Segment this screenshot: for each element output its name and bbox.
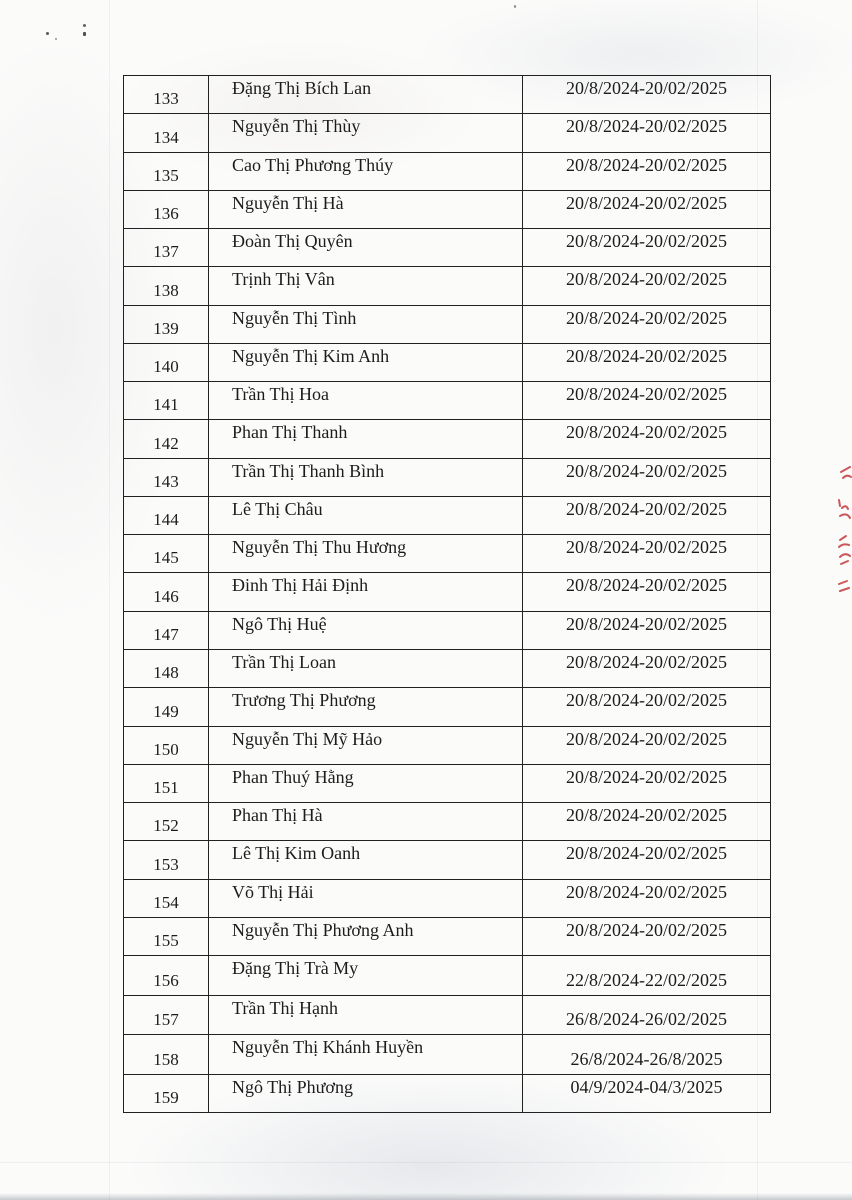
row-number-cell: 154 <box>124 879 209 917</box>
row-number-cell: 145 <box>124 535 209 573</box>
period-cell: 20/8/2024-20/02/2025 <box>523 152 771 190</box>
red-pen-marks <box>832 464 852 599</box>
row-number-cell: 141 <box>124 382 209 420</box>
period-cell: 20/8/2024-20/02/2025 <box>523 573 771 611</box>
table-row <box>124 573 771 611</box>
table-row <box>124 190 771 228</box>
table-row <box>124 1035 771 1075</box>
ink-speck <box>83 32 86 36</box>
name-cell: Nguyễn Thị Mỹ Hảo <box>209 726 523 764</box>
table-row <box>124 152 771 190</box>
period-cell: 20/8/2024-20/02/2025 <box>523 76 771 114</box>
paper-fold-line <box>109 0 110 1200</box>
row-number-cell: 156 <box>124 956 209 996</box>
period-cell: 22/8/2024-22/02/2025 <box>523 956 771 996</box>
row-number-cell: 143 <box>124 458 209 496</box>
row-number-cell: 157 <box>124 995 209 1035</box>
table-row <box>124 917 771 955</box>
row-number-cell: 137 <box>124 229 209 267</box>
period-cell: 20/8/2024-20/02/2025 <box>523 267 771 305</box>
row-number-cell: 138 <box>124 267 209 305</box>
row-number-cell: 136 <box>124 190 209 228</box>
name-cell: Đặng Thị Bích Lan <box>209 76 523 114</box>
period-cell: 20/8/2024-20/02/2025 <box>523 879 771 917</box>
name-cell: Phan Thuý Hằng <box>209 764 523 802</box>
table-row <box>124 879 771 917</box>
table-row <box>124 688 771 726</box>
period-cell: 20/8/2024-20/02/2025 <box>523 458 771 496</box>
row-number-cell: 148 <box>124 649 209 687</box>
name-cell: Lê Thị Kim Oanh <box>209 841 523 879</box>
row-number-cell: 142 <box>124 420 209 458</box>
row-number-cell: 152 <box>124 803 209 841</box>
row-number-cell: 147 <box>124 611 209 649</box>
table-row <box>124 496 771 534</box>
table-row <box>124 764 771 802</box>
period-cell: 20/8/2024-20/02/2025 <box>523 343 771 381</box>
period-cell: 20/8/2024-20/02/2025 <box>523 726 771 764</box>
table-row <box>124 420 771 458</box>
period-cell: 20/8/2024-20/02/2025 <box>523 114 771 152</box>
name-cell: Trịnh Thị Vân <box>209 267 523 305</box>
roster-table <box>123 75 771 1113</box>
period-cell: 20/8/2024-20/02/2025 <box>523 496 771 534</box>
name-cell: Đinh Thị Hải Định <box>209 573 523 611</box>
name-cell: Võ Thị Hải <box>209 879 523 917</box>
name-cell: Nguyễn Thị Hà <box>209 190 523 228</box>
table-row <box>124 76 771 114</box>
name-cell: Ngô Thị Phương <box>209 1074 523 1112</box>
name-cell: Trần Thị Loan <box>209 649 523 687</box>
row-number-cell: 155 <box>124 917 209 955</box>
row-number-cell: 140 <box>124 343 209 381</box>
period-cell: 20/8/2024-20/02/2025 <box>523 803 771 841</box>
row-number-cell: 158 <box>124 1035 209 1075</box>
name-cell: Nguyễn Thị Khánh Huyền <box>209 1035 523 1075</box>
table-row <box>124 726 771 764</box>
table-row <box>124 956 771 996</box>
table-row <box>124 382 771 420</box>
row-number-cell: 150 <box>124 726 209 764</box>
table-row <box>124 649 771 687</box>
period-cell: 20/8/2024-20/02/2025 <box>523 190 771 228</box>
table-row <box>124 611 771 649</box>
row-number-cell: 153 <box>124 841 209 879</box>
table-row <box>124 267 771 305</box>
period-cell: 26/8/2024-26/02/2025 <box>523 995 771 1035</box>
ink-speck <box>55 38 57 40</box>
name-cell: Trần Thị Thanh Bình <box>209 458 523 496</box>
name-cell: Lê Thị Châu <box>209 496 523 534</box>
row-number-cell: 146 <box>124 573 209 611</box>
table-row <box>124 535 771 573</box>
period-cell: 20/8/2024-20/02/2025 <box>523 535 771 573</box>
period-cell: 20/8/2024-20/02/2025 <box>523 382 771 420</box>
name-cell: Nguyễn Thị Tình <box>209 305 523 343</box>
row-number-cell: 144 <box>124 496 209 534</box>
row-number-cell: 135 <box>124 152 209 190</box>
row-number-cell: 139 <box>124 305 209 343</box>
name-cell: Trương Thị Phương <box>209 688 523 726</box>
name-cell: Ngô Thị Huệ <box>209 611 523 649</box>
period-cell: 20/8/2024-20/02/2025 <box>523 649 771 687</box>
table-row <box>124 305 771 343</box>
name-cell: Đoàn Thị Quyên <box>209 229 523 267</box>
table-row <box>124 841 771 879</box>
row-number-cell: 151 <box>124 764 209 802</box>
ink-speck <box>46 32 49 35</box>
period-cell: 20/8/2024-20/02/2025 <box>523 420 771 458</box>
period-cell: 20/8/2024-20/02/2025 <box>523 611 771 649</box>
name-cell: Nguyễn Thị Kim Anh <box>209 343 523 381</box>
period-cell: 20/8/2024-20/02/2025 <box>523 764 771 802</box>
table-row <box>124 229 771 267</box>
table-row <box>124 803 771 841</box>
row-number-cell: 159 <box>124 1074 209 1112</box>
name-cell: Nguyễn Thị Thu Hương <box>209 535 523 573</box>
scan-bottom-edge <box>0 1193 852 1200</box>
paper-shadow-line <box>0 1162 852 1163</box>
row-number-cell: 149 <box>124 688 209 726</box>
roster-table-body <box>124 76 771 1113</box>
table-row <box>124 995 771 1035</box>
name-cell: Nguyễn Thị Thùy <box>209 114 523 152</box>
period-cell: 20/8/2024-20/02/2025 <box>523 688 771 726</box>
period-cell: 20/8/2024-20/02/2025 <box>523 229 771 267</box>
period-cell: 04/9/2024-04/3/2025 <box>523 1074 771 1112</box>
name-cell: Nguyễn Thị Phương Anh <box>209 917 523 955</box>
row-number-cell: 134 <box>124 114 209 152</box>
name-cell: Trần Thị Hạnh <box>209 995 523 1035</box>
period-cell: 20/8/2024-20/02/2025 <box>523 305 771 343</box>
period-cell: 20/8/2024-20/02/2025 <box>523 917 771 955</box>
ink-speck <box>83 24 86 27</box>
ink-speck <box>514 5 516 8</box>
table-row <box>124 114 771 152</box>
name-cell: Đặng Thị Trà My <box>209 956 523 996</box>
table-row <box>124 343 771 381</box>
name-cell: Phan Thị Hà <box>209 803 523 841</box>
period-cell: 20/8/2024-20/02/2025 <box>523 841 771 879</box>
name-cell: Trần Thị Hoa <box>209 382 523 420</box>
name-cell: Phan Thị Thanh <box>209 420 523 458</box>
period-cell: 26/8/2024-26/8/2025 <box>523 1035 771 1075</box>
row-number-cell: 133 <box>124 76 209 114</box>
table-row <box>124 1074 771 1112</box>
name-cell: Cao Thị Phương Thúy <box>209 152 523 190</box>
table-row <box>124 458 771 496</box>
